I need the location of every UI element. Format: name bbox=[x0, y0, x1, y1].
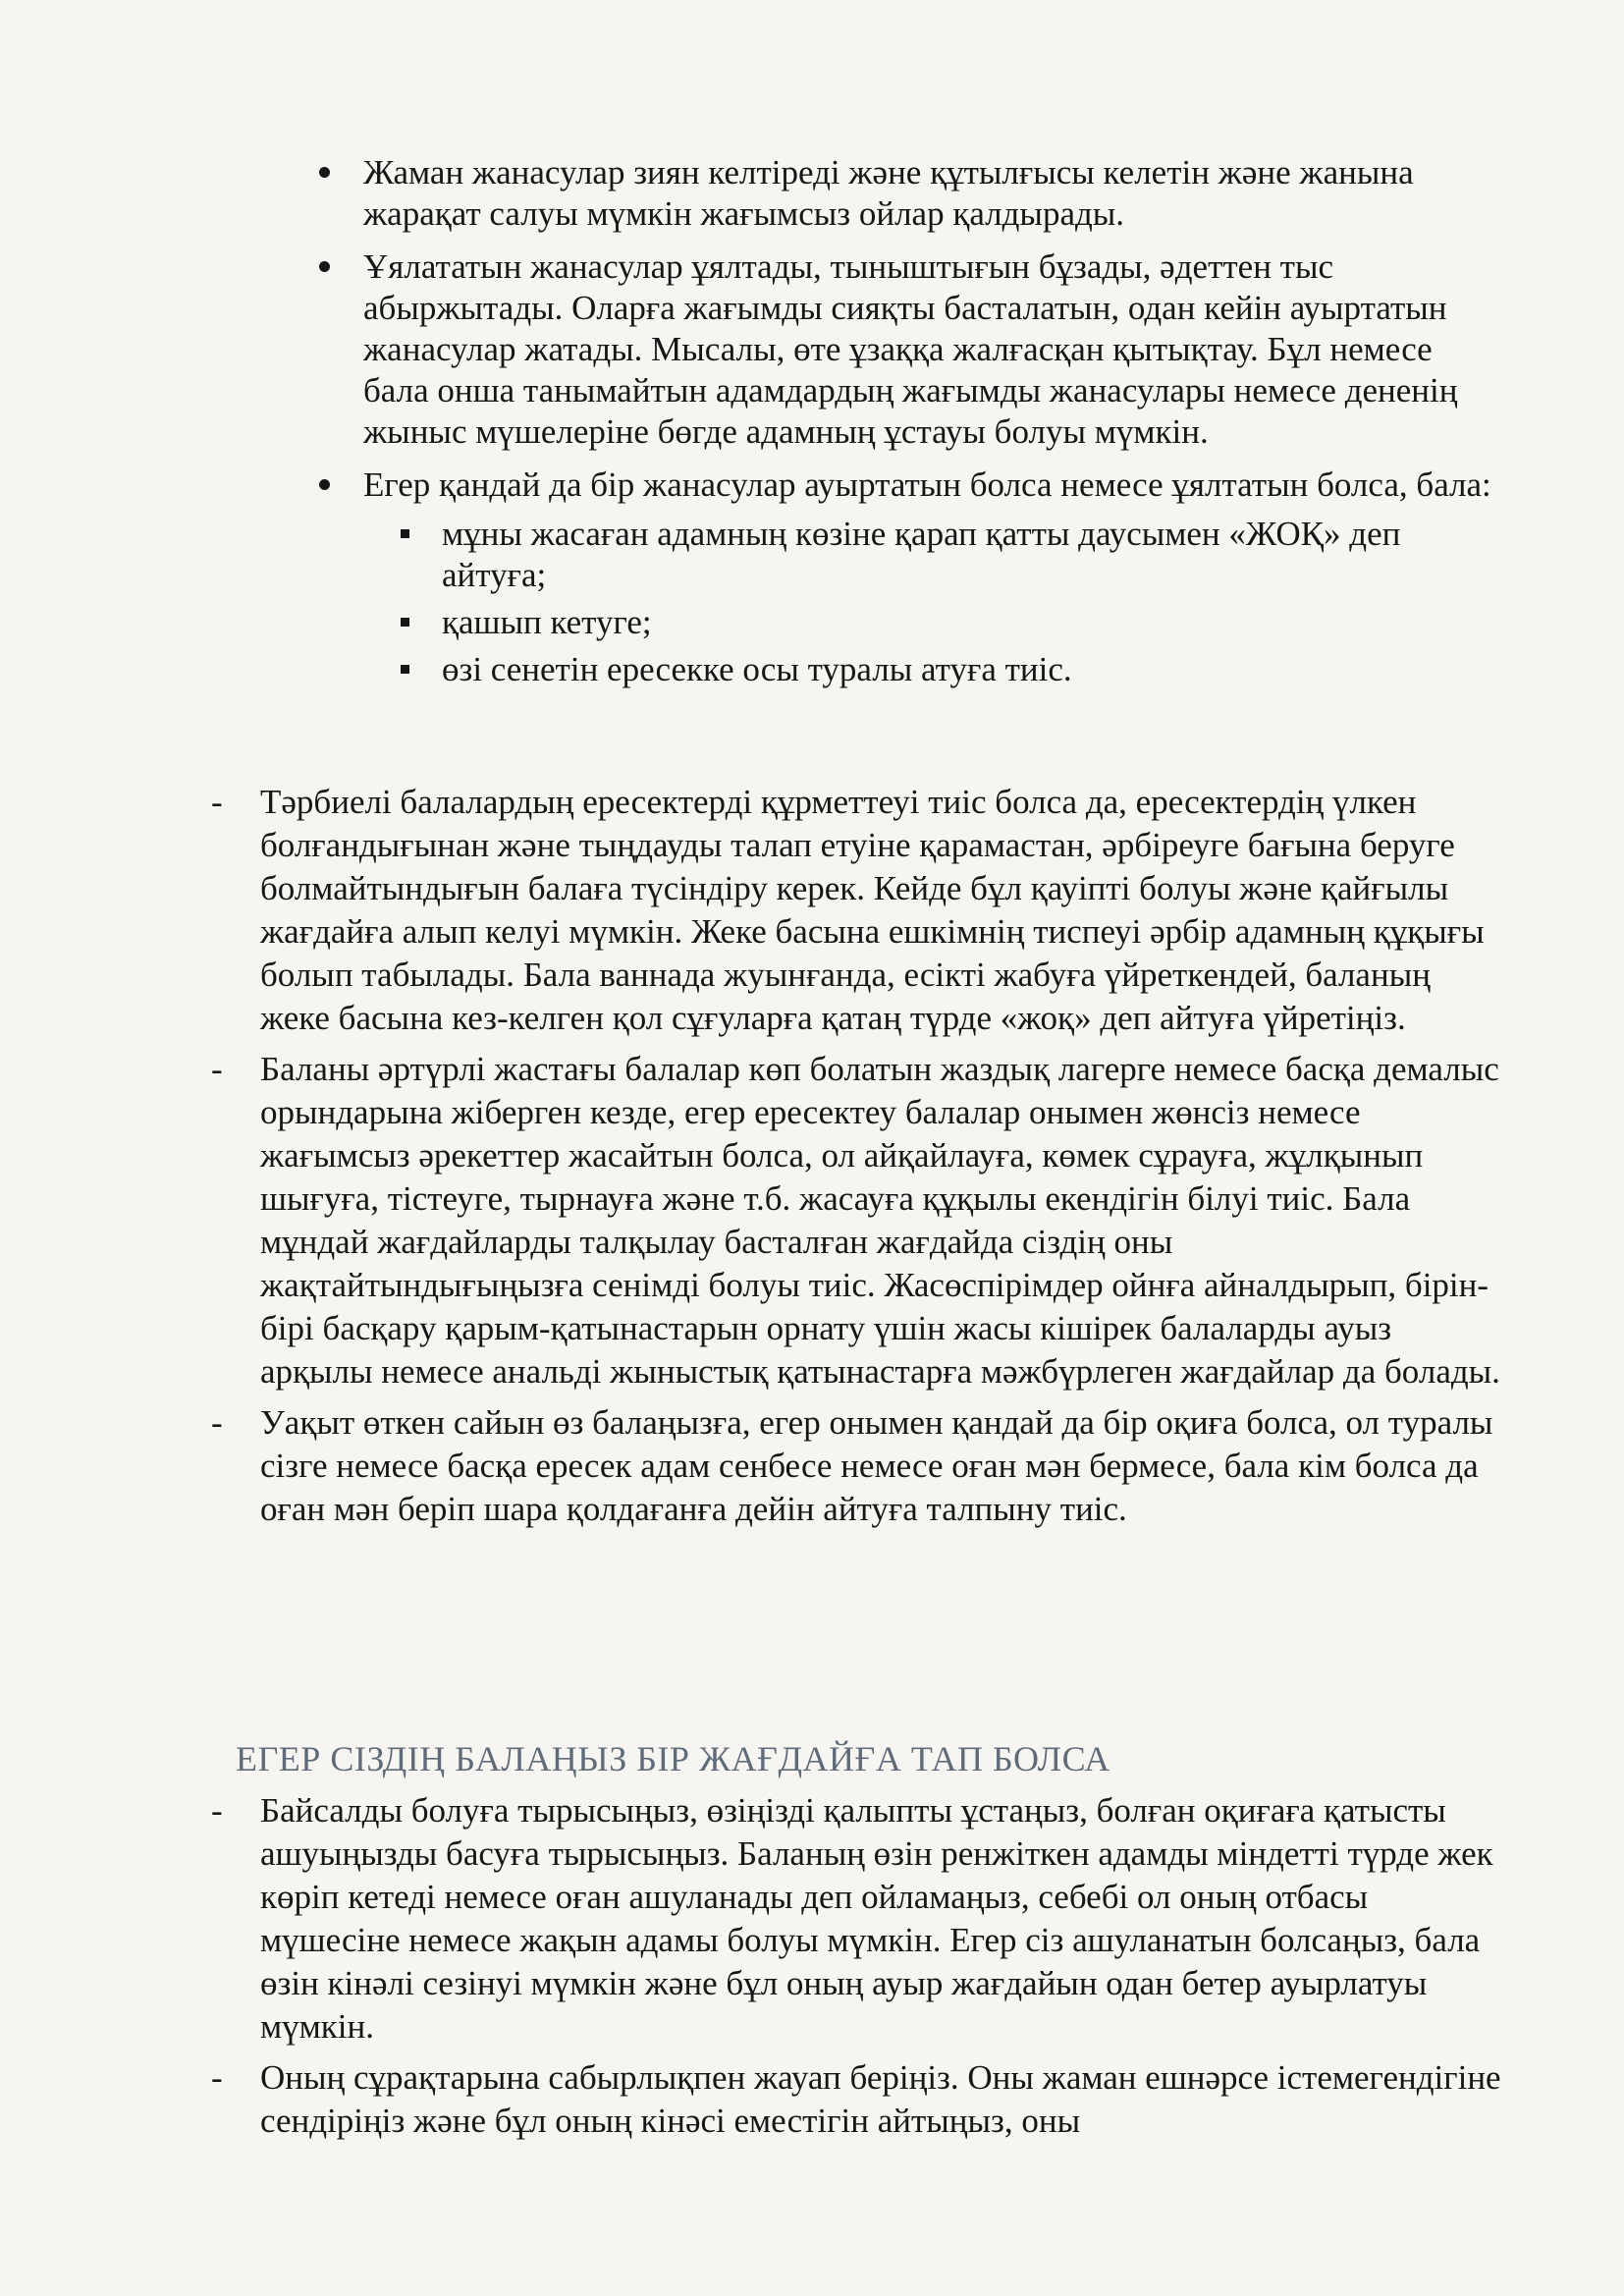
bullet-dot-icon bbox=[319, 261, 330, 272]
bullet-item bbox=[363, 246, 1492, 453]
dash-marker: - bbox=[211, 783, 223, 821]
bullet-text: Егер қандай да бір жанасулар ауыртатын болса немесе ұялтатын болса, бала: bbox=[363, 465, 1491, 504]
dash-text: Байсалды болуға тырысыңыз, өзіңізді қалыпты ұстаңыз, болған оқиғаға қатысты ашуыңызды басуға тырысыңыз. Баланың өзін ренжіткен адамды міндетті түрде жек көріп кетеді немесе оған ашуланады деп ойламаңыз, себебі ол оның отбасы мүшесіне немесе жақын адамы болуы мүмкін. Егер сіз ашуланатын болсаңыз, бала өзін кінәлі сезінуі мүмкін және бұл оның ауыр жағдайын одан бетер ауырлатуы мүмкін. bbox=[260, 1791, 1493, 2046]
sub-bullet-item bbox=[442, 514, 1483, 596]
bullet-item bbox=[363, 465, 1492, 506]
dash-item bbox=[211, 1048, 1502, 1394]
dash-list-2 bbox=[0, 1789, 1624, 2151]
bullet-list bbox=[0, 152, 1624, 696]
dash-marker: - bbox=[211, 2058, 223, 2097]
sub-bullet-text: өзі сенетін ересекке осы туралы атуға тиіс. bbox=[442, 650, 1072, 688]
sub-bullet-item bbox=[442, 602, 1483, 643]
dash-marker: - bbox=[211, 1403, 223, 1442]
dash-marker: - bbox=[211, 1791, 223, 1830]
bullet-dot-icon bbox=[319, 167, 330, 178]
dash-marker: - bbox=[211, 1050, 223, 1088]
dash-item bbox=[211, 781, 1502, 1040]
bullet-text: Жаман жанасулар зиян келтіреді және құтылғысы келетін және жанына жарақат салуы мүмкін жағымсыз ойлар қалдырады. bbox=[363, 153, 1414, 233]
bullet-text: Ұялататын жанасулар ұялтады, тыныштығын бұзады, әдеттен тыс абыржытады. Оларға жағымды сияқты басталатын, одан кейін ауыртатын жанасулар жатады. Мысалы, өте ұзаққа жалғасқан қытықтау. Бұл немесе бала онша танымайтын адамдардың жағымды жанасулары немесе дененің жыныс мүшелеріне бөгде адамның ұстауы болуы мүмкін. bbox=[363, 247, 1458, 451]
sub-bullet-item bbox=[442, 649, 1483, 690]
dash-text: Уақыт өткен сайын өз балаңызға, егер онымен қандай да бір оқиға болса, ол туралы сізге немесе басқа ересек адам сенбесе немесе оған мән бермесе, бала кім болса да оған мән беріп шара қолдағанға дейін айтуға талпыну тиіс. bbox=[260, 1403, 1493, 1528]
bullet-dot-icon bbox=[319, 479, 330, 490]
dash-list-1 bbox=[0, 781, 1624, 1539]
square-bullet-icon bbox=[401, 665, 409, 674]
bullet-item bbox=[363, 152, 1492, 235]
square-bullet-icon bbox=[401, 529, 409, 538]
square-bullet-icon bbox=[401, 618, 409, 627]
dash-item bbox=[211, 2056, 1502, 2143]
sub-bullet-text: қашып кетуге; bbox=[442, 603, 652, 641]
sub-bullet-text: мұны жасаған адамның көзіне қарап қатты даусымен «ЖОҚ» деп айтуға; bbox=[442, 515, 1401, 594]
dash-text: Тәрбиелі балалардың ересектерді құрметтеуі тиіс болса да, ересектердің үлкен болғандығынан және тыңдауды талап етуіне қарамастан, әрбіреуге бағына беруге болмайтындығын балаға түсіндіру керек. Кейде бұл қауіпті болуы және қайғылы жағдайға алып келуі мүмкін. Жеке басына ешкімнің тиспеуі әрбір адамның құқығы болып табылады. Бала ваннада жуынғанда, есікті жабуға үйреткендей, баланың жеке басына кез-келген қол сұғуларға қатаң түрде «жоқ» деп айтуға үйретіңіз. bbox=[260, 783, 1485, 1037]
dash-item bbox=[211, 1401, 1502, 1531]
dash-text: Оның сұрақтарына сабырлықпен жауап беріңіз. Оны жаман ешнәрсе істемегендігіне сендіріңіз және бұл оның кінәсі еместігін айтыңыз, оны bbox=[260, 2058, 1501, 2140]
section-heading: ЕГЕР СІЗДІҢ БАЛАҢЫЗ БІР ЖАҒДАЙҒА ТАП БОЛСА bbox=[236, 1739, 1110, 1778]
sub-bullet-list bbox=[442, 514, 1624, 690]
dash-text: Баланы әртүрлі жастағы балалар көп болатын жаздық лагерге немесе басқа демалыс орындарына жіберген кезде, егер ересектеу балалар онымен жөнсіз немесе жағымсыз әрекеттер жасайтын болса, ол айқайлауға, көмек сұрауға, жұлқынып шығуға, тістеуге, тырнауға және т.б. жасауға құқылы екендігін білуі тиіс. Бала мұндай жағдайларды талқылау басталған жағдайда сіздің оны жақтайтындығыңызға сенімді болуы тиіс. Жасөспірімдер ойнға айналдырып, бірін-бірі басқару қарым-қатынастарын орнату үшін жасы кішірек балаларды ауыз арқылы немесе анальді жыныстық қатынастарға мәжбүрлеген жағдайлар да болады. bbox=[260, 1050, 1500, 1391]
dash-item bbox=[211, 1789, 1502, 2049]
